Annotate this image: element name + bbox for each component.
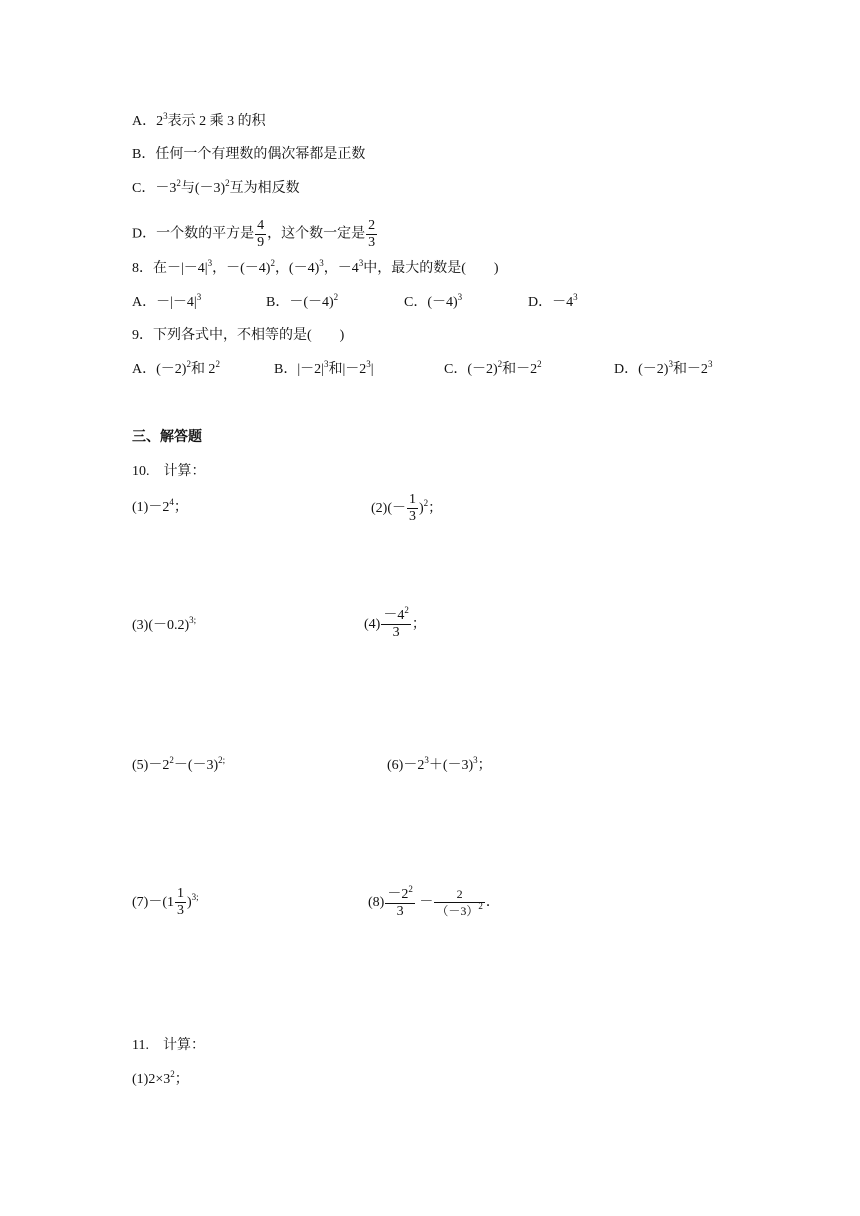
fraction-neg2sq-3: $\frac{-2^2}{3}$ (387, 883, 413, 919)
q7-option-d: D．一个数的平方是 $\frac{4}{9}$ ，这个数一定是 $\frac{2}{3}$ (132, 218, 376, 250)
q10-stem: 10. 计算： (132, 464, 206, 479)
q10-item-6: $(6)-2^3+(-3)^3$； (387, 755, 492, 773)
q9-option-c: C．$(-2)^2$和$-2^2$ (444, 359, 542, 377)
q8-stem: 8．在$-|-4|^3$，$-(-4)^2$，$(-4)^3$，$-4^3$中，最大的数是( ) (132, 258, 499, 276)
q10-item-4: (4) $\frac{-4^2}{3}$ ； (364, 605, 426, 641)
q10-item-1: $(1)-2^4$； (132, 497, 188, 515)
fraction-1-3: $\frac{1}{3}$ (409, 492, 416, 525)
q10-item-3: $(3)(-0.2)^{3;}$ (132, 615, 197, 633)
fraction-neg4sq-3: $\frac{-4^2}{3}$ (383, 605, 409, 641)
q9-option-a: A．$(-2)^2$和 $2^2$ (132, 359, 220, 377)
q10-item-5: $(5)-2^2-(-3)^{2;}$ (132, 755, 226, 773)
q10-item-8: (8) $\frac{-2^2}{3}$ － $\frac{2}{(-3)^2}$ ． (368, 883, 500, 919)
q11-stem: 11. 计算： (132, 1038, 205, 1053)
q9-option-b: B．$|-2|^3$和$|-2^3|$ (274, 359, 374, 377)
q8-option-b: B．$-(-4)^2$ (266, 292, 339, 310)
q7-option-b: B．任何一个有理数的偶次幂都是正数 (132, 147, 366, 162)
q7-option-a: A．$2^3$表示 2 乘 3 的积 (132, 111, 266, 129)
q9-option-d: D．$(-2)^3$和$-2^3$ (614, 359, 713, 377)
q10-item-2: (2)(－ $\frac{1}{3}$ )$^2$； (371, 492, 443, 525)
fraction-2-3: $\frac{2}{3}$ (368, 218, 376, 250)
section-heading: 三、解答题 (132, 430, 202, 445)
q7-option-c: C．$-3^2$与$(-3)^2$互为相反数 (132, 178, 300, 196)
q8-option-d: D．$-4^3$ (528, 292, 578, 310)
q8-option-c: C．$(-4)^3$ (404, 292, 463, 310)
q8-option-a: A．$-|-4|^3$ (132, 292, 202, 310)
fraction-4-9: $\frac{4}{9}$ (257, 218, 265, 250)
q11-item-1: $(1)2\times 3^2$； (132, 1069, 189, 1087)
fraction-1-3: $\frac{1}{3}$ (177, 886, 184, 919)
q10-item-7: (7)－(1 $\frac{1}{3}$ )$^{3;}$ (132, 886, 199, 919)
fraction-2-neg3sq: $\frac{2}{(-3)^2}$ (436, 887, 483, 918)
q9-stem: 9．下列各式中，不相等的是( ) (132, 328, 345, 343)
